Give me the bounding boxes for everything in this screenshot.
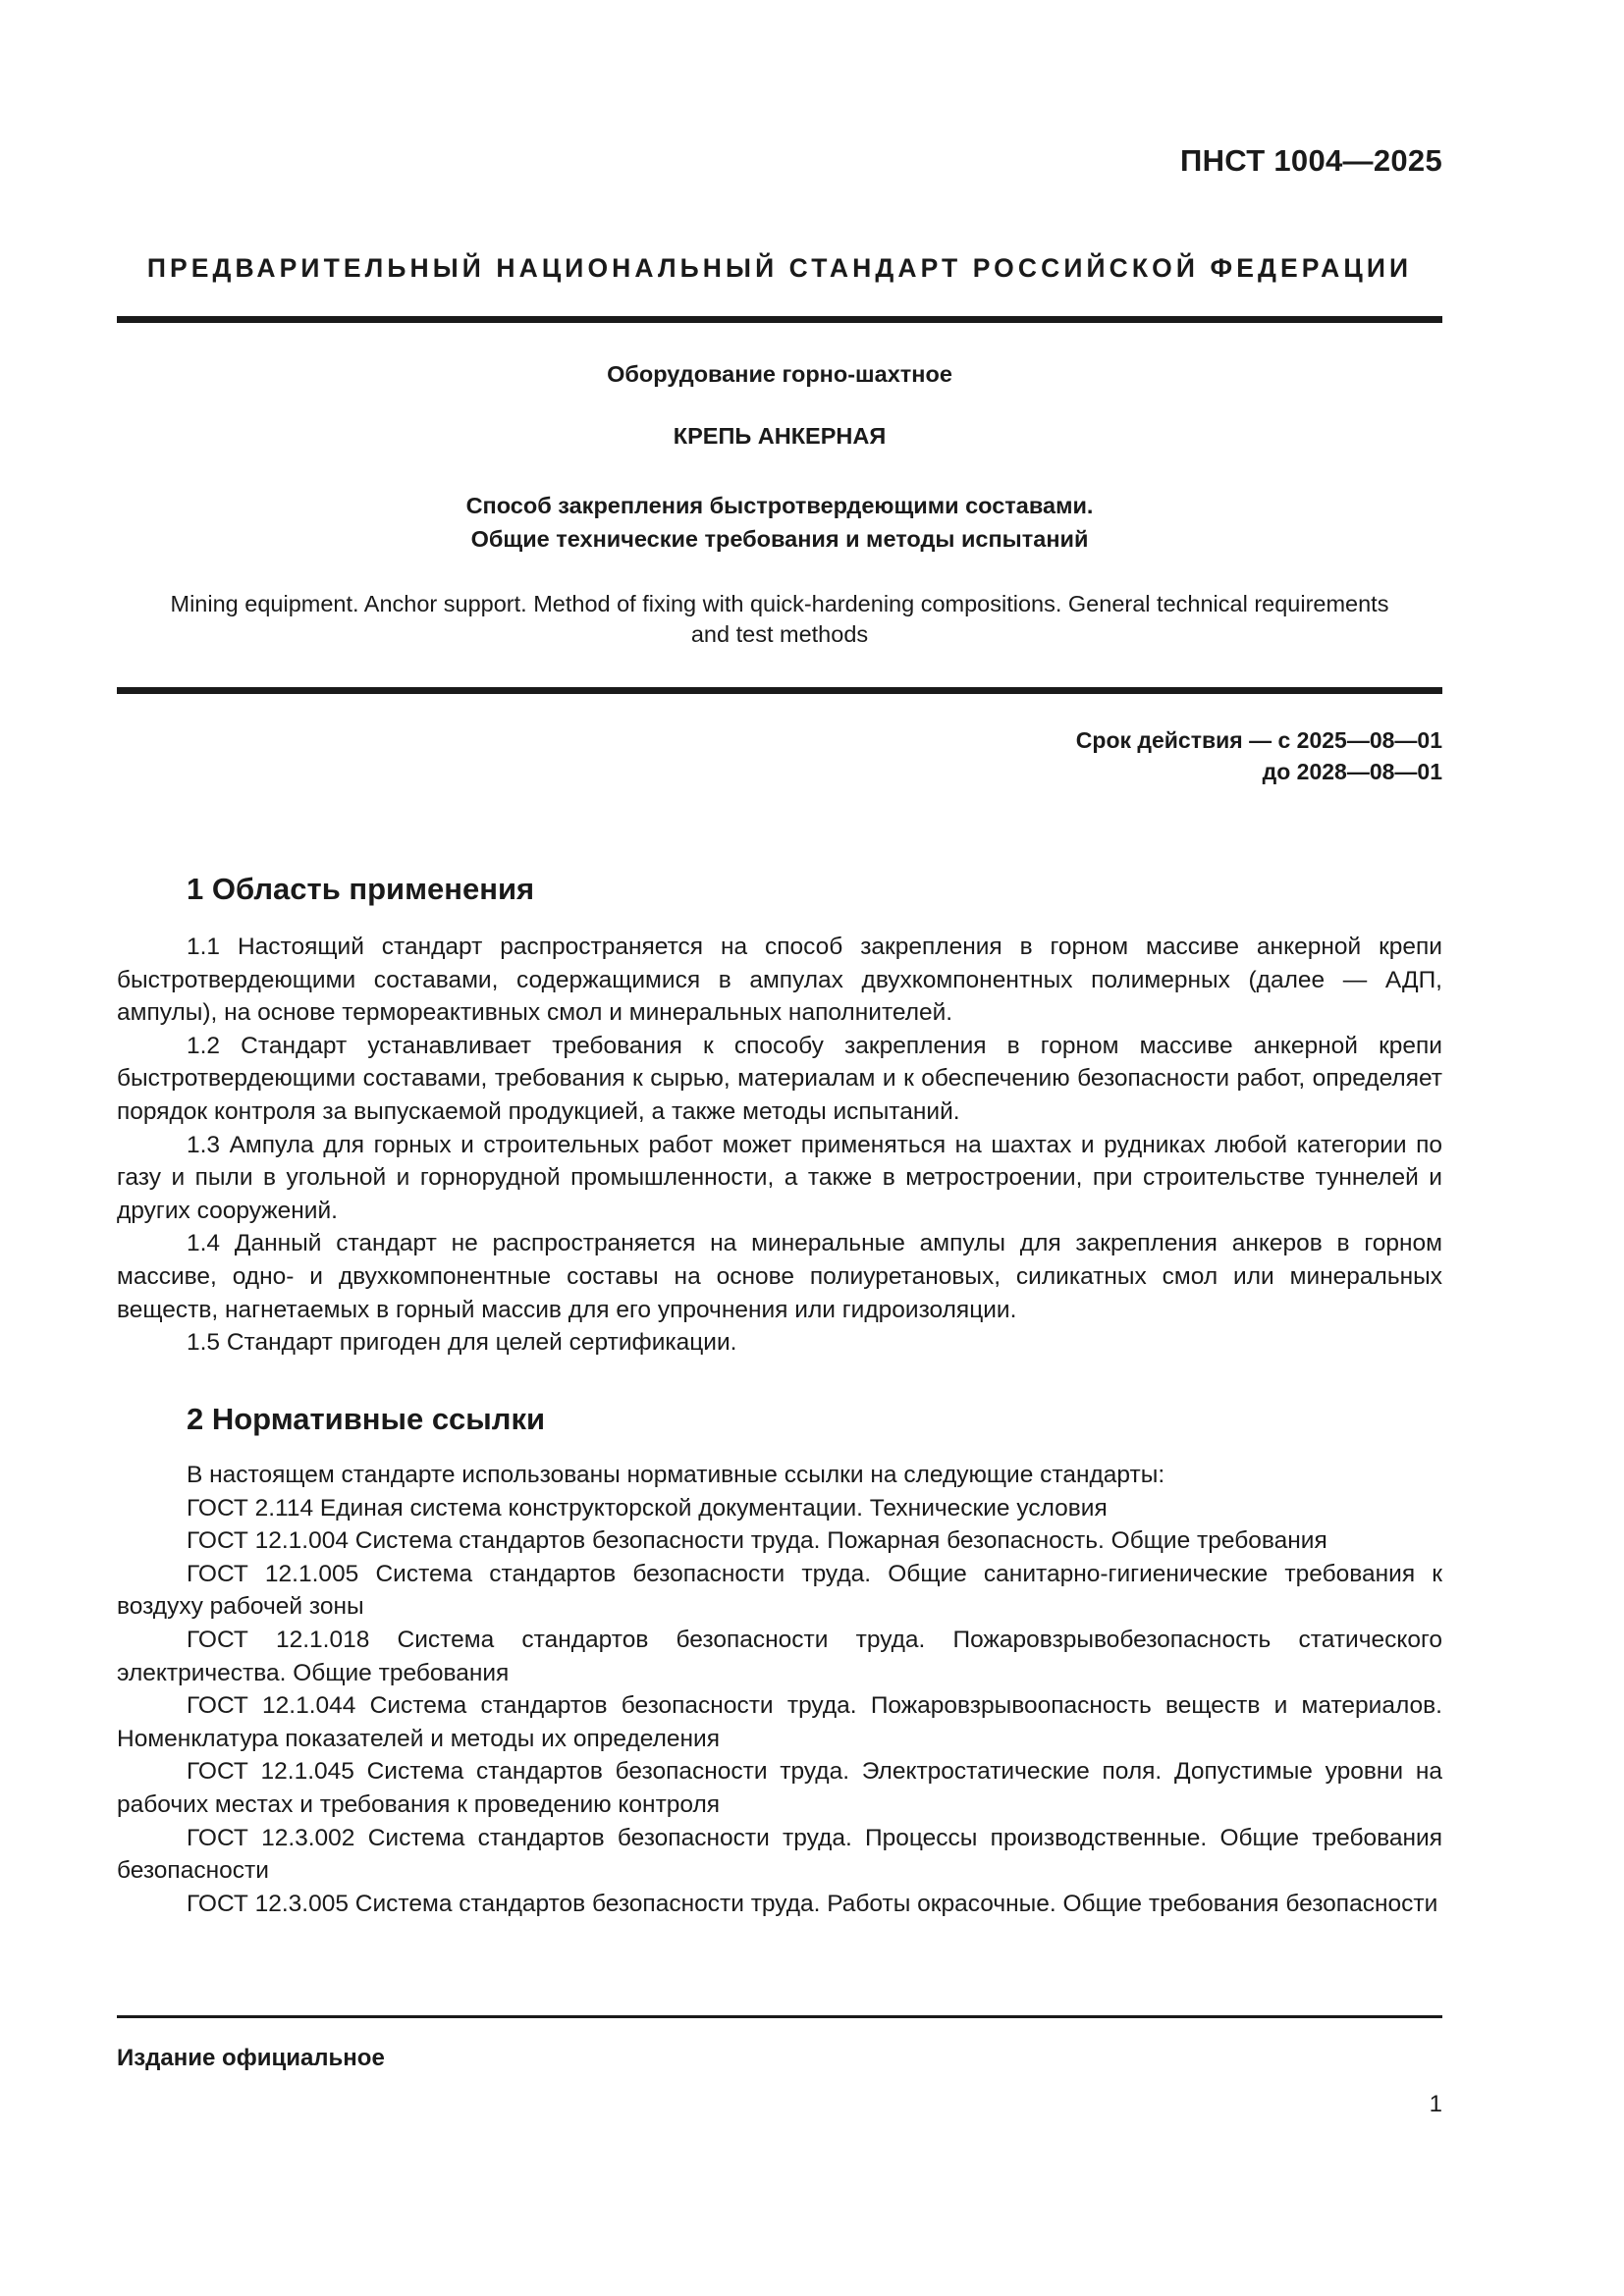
page-number: 1 [1429,2091,1442,2117]
validity-to: до 2028—08—01 [1262,759,1442,784]
paragraph-1-5: 1.5 Стандарт пригоден для целей сертификации. [187,1329,737,1357]
paragraph-1-4: 1.4 Данный стандарт не распространяется на минеральные ампулы для закрепления анкеров в горном массиве, одно- и двухкомпонентные составы на основе полиуретановых, силикатных смол или минеральных веществ, нагнетаемых в горный массив для его упрочнения или гидроизоляции. [117,1230,1442,1323]
title-subtitle [117,489,1442,556]
footer-rule [117,2015,1442,2018]
references-intro: В настоящем стандарте использованы нормативные ссылки на следующие стандарты: [187,1462,1165,1488]
section-1-heading: 1 Область применения [187,872,535,906]
section-2-heading: 2 Нормативные ссылки [187,1402,546,1436]
document-number: ПНСТ 1004—2025 [1180,143,1442,178]
official-edition-label: Издание официальное [117,2045,385,2071]
title-subtitle-line-1: Способ закрепления быстротвердеющими составами. [465,493,1094,518]
section-2-body [117,1459,1442,1920]
reference-item: ГОСТ 12.1.045 Система стандартов безопасности труда. Электростатические поля. Допустимые уровни на рабочих местах и требования к проведению контроля [117,1758,1442,1818]
title-category: Оборудование горно-шахтное [607,361,952,387]
english-title [117,589,1442,650]
top-rule [117,316,1442,323]
reference-item: ГОСТ 12.3.002 Система стандартов безопасности труда. Процессы производственные. Общие требования безопасности [117,1824,1442,1885]
reference-item: ГОСТ 12.1.018 Система стандартов безопасности труда. Пожаровзрывобезопасность статического электричества. Общие требования [117,1626,1442,1686]
english-title-line-2: and test methods [690,621,869,647]
paragraph-1-2: 1.2 Стандарт устанавливает требования к способу закрепления в горном массиве анкерной крепи быстротвердеющими составами, требования к сырью, материалам и к обеспечению безопасности работ, определяет порядок контроля за выпускаемой продукцией, а также методы испытаний. [117,1032,1442,1125]
reference-item: ГОСТ 12.1.005 Система стандартов безопасности труда. Общие санитарно-гигиенические требования к воздуху рабочей зоны [117,1560,1442,1621]
reference-item: ГОСТ 12.1.004 Система стандартов безопасности труда. Пожарная безопасность. Общие требования [187,1527,1327,1555]
title-subtitle-line-2: Общие технические требования и методы испытаний [470,526,1089,552]
reference-item: ГОСТ 2.114 Единая система конструкторской документации. Технические условия [187,1494,1108,1522]
title-main: КРЕПЬ АНКЕРНАЯ [673,423,887,449]
paragraph-1-1: 1.1 Настоящий стандарт распространяется на способ закрепления в горном массиве анкерной крепи быстротвердеющими составами, содержащимися в ампулах двухкомпонентных полимерных (далее — АДП, ампулы), на основе термореактивных смол и минеральных наполнителей. [117,934,1442,1027]
validity-from: Срок действия — с 2025—08—01 [1075,727,1442,753]
paragraph-1-3: 1.3 Ампула для горных и строительных работ может применяться на шахтах и рудниках любой категории по газу и пыли в угольной и горнорудной промышленности, а также в метростроении, при строительстве туннелей и других сооружений. [117,1131,1442,1224]
reference-item: ГОСТ 12.1.044 Система стандартов безопасности труда. Пожаровзрывоопасность веществ и материалов. Номенклатура показателей и методы их определения [117,1692,1442,1752]
title-bottom-rule [117,687,1442,694]
reference-item: ГОСТ 12.3.005 Система стандартов безопасности труда. Работы окрасочные. Общие требования безопасности [187,1890,1438,1917]
validity-period [1076,724,1442,787]
standard-type-heading: ПРЕДВАРИТЕЛЬНЫЙ НАЦИОНАЛЬНЫЙ СТАНДАРТ РОССИЙСКОЙ ФЕДЕРАЦИИ [146,253,1413,283]
english-title-line-1: Mining equipment. Anchor support. Method of fixing with quick-hardening compositions. General technical requirements [170,591,1389,616]
section-1-body [117,931,1442,1360]
